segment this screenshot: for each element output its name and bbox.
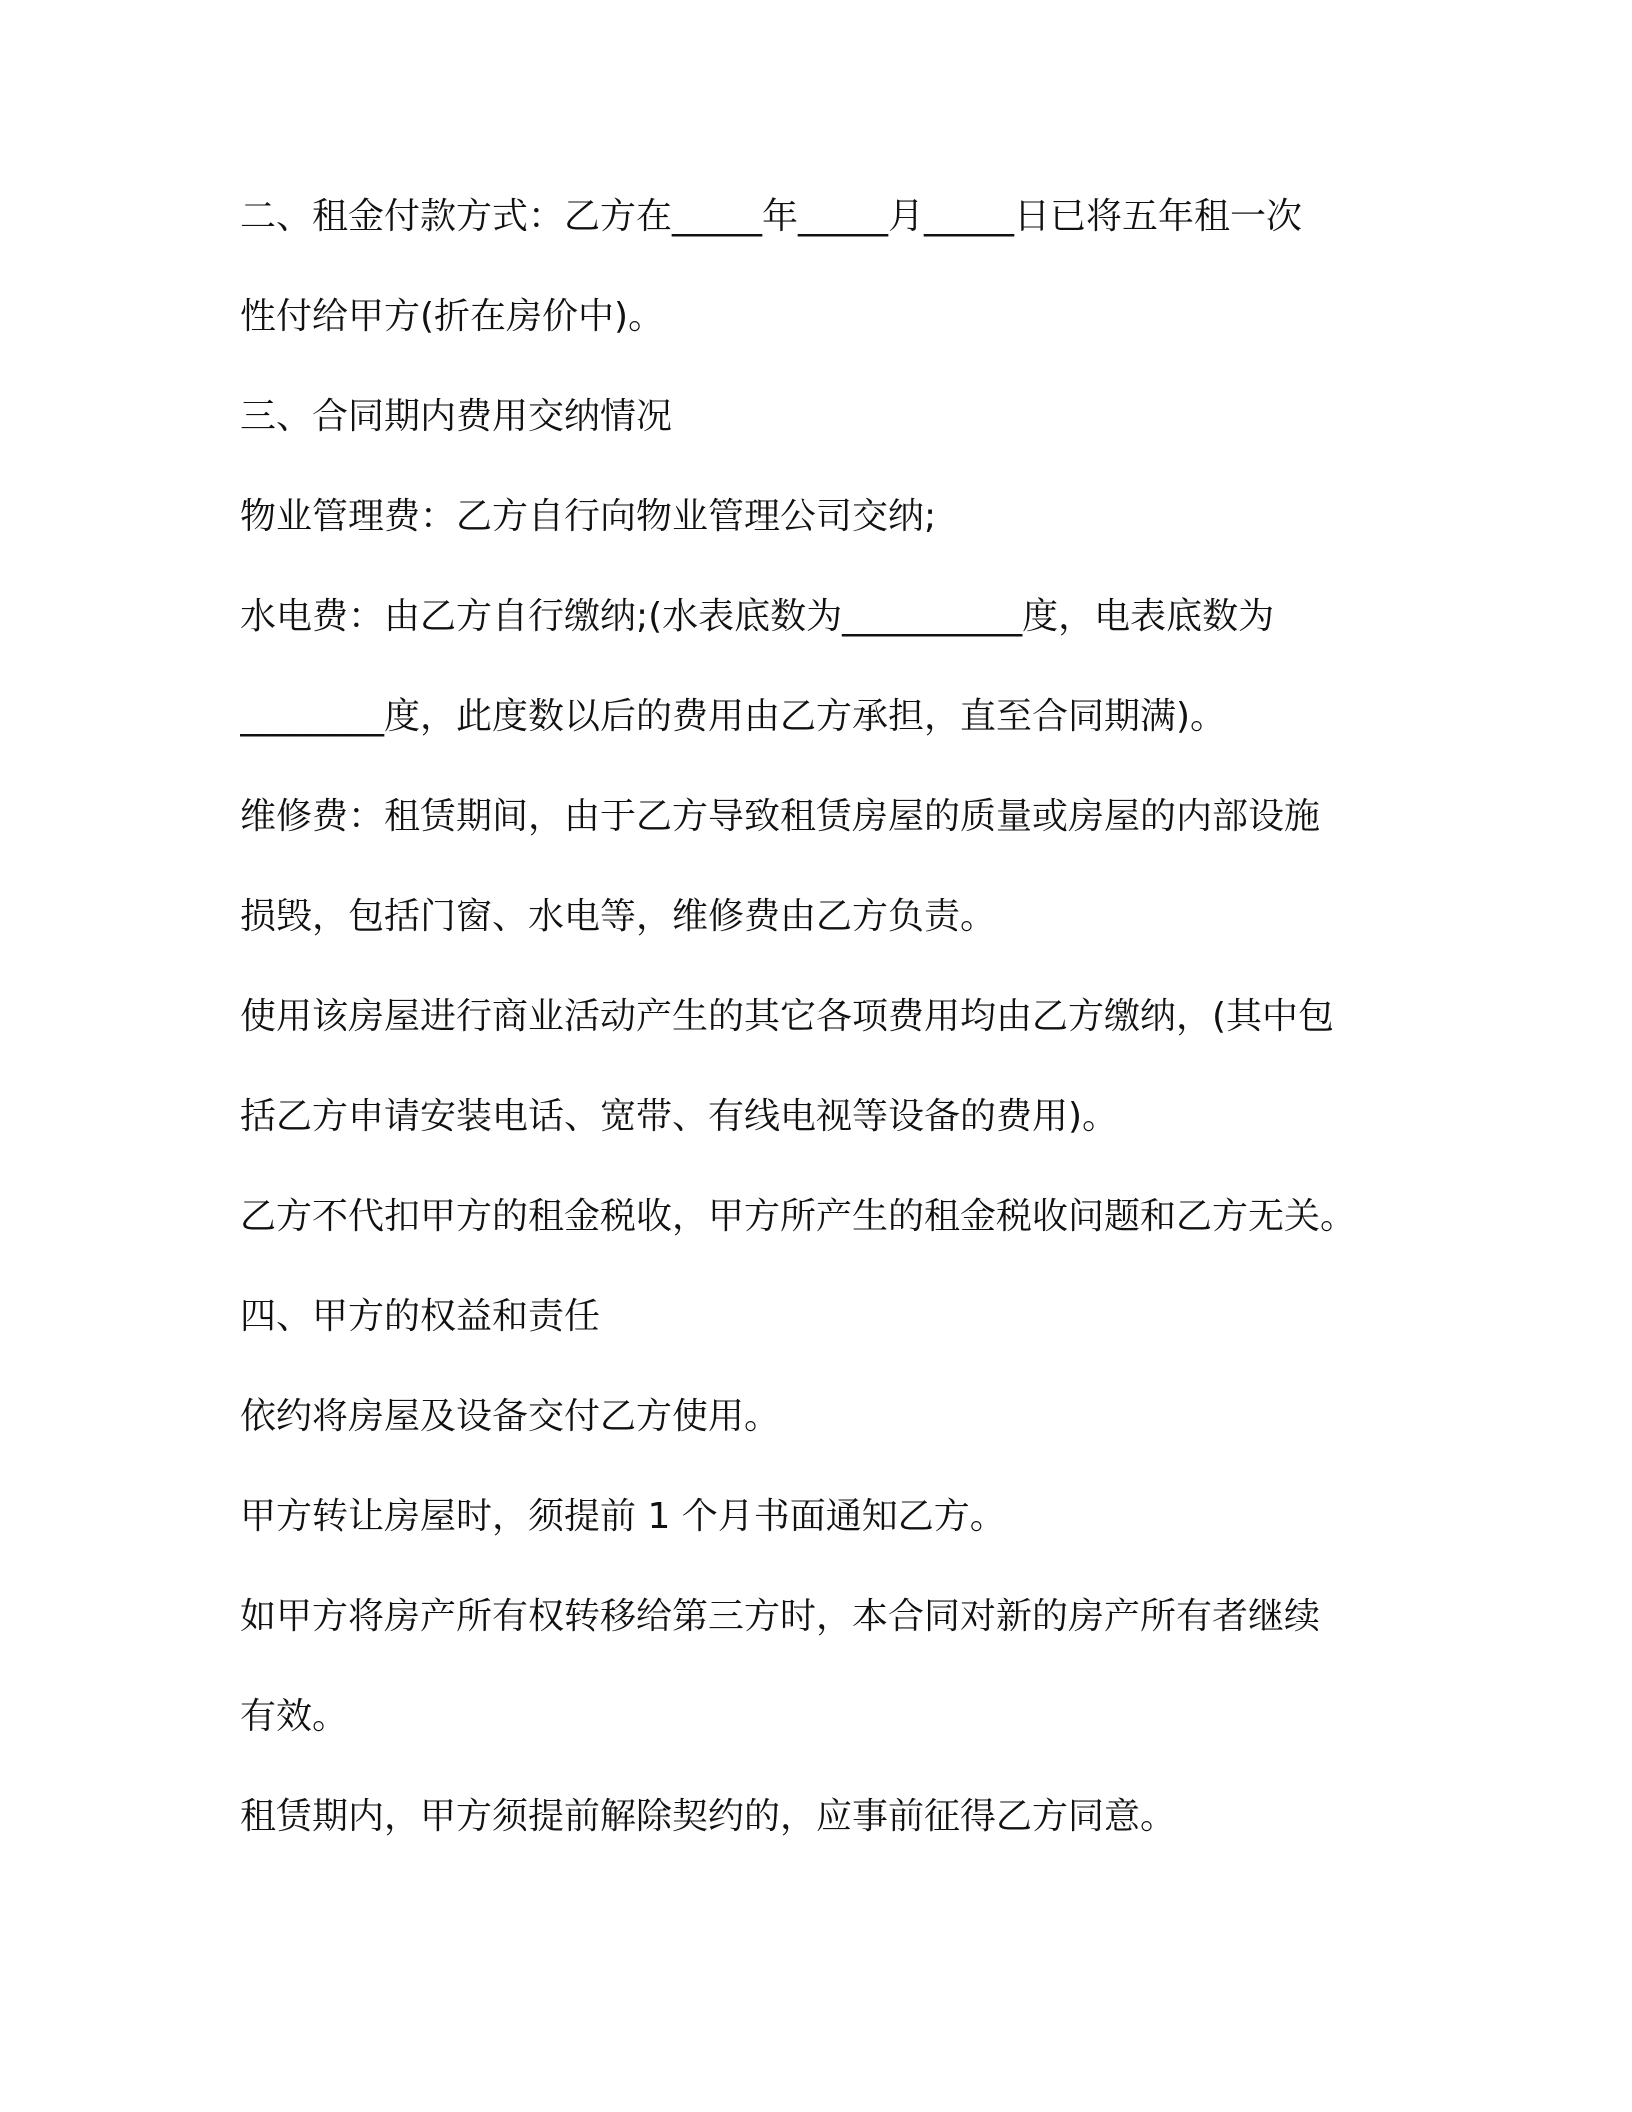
clause-2-rent-payment-line-1: 二、租金付款方式：乙方在_____年_____月_____日已将五年租一次 xyxy=(240,196,1303,237)
ownership-transfer-line-2: 有效。 xyxy=(240,1696,349,1737)
repair-fee-line-2: 损毁，包括门窗、水电等，维修费由乙方负责。 xyxy=(240,896,997,937)
clause-3-heading: 三、合同期内费用交纳情况 xyxy=(240,396,673,437)
clause-2-rent-payment-line-2: 性付给甲方(折在房价中)。 xyxy=(240,296,665,337)
tax-line: 乙方不代扣甲方的租金税收，甲方所产生的租金税收问题和乙方无关。 xyxy=(240,1196,1357,1237)
utilities-fee-line-1: 水电费：由乙方自行缴纳;(水表底数为__________度，电表底数为 xyxy=(240,596,1275,637)
handover-line: 依约将房屋及设备交付乙方使用。 xyxy=(240,1396,781,1437)
commercial-fees-line-2: 括乙方申请安装电话、宽带、有线电视等设备的费用)。 xyxy=(240,1096,1119,1137)
utilities-fee-line-2: ________度，此度数以后的费用由乙方承担，直至合同期满)。 xyxy=(240,696,1227,737)
property-fee-line: 物业管理费：乙方自行向物业管理公司交纳; xyxy=(240,496,937,537)
ownership-transfer-line-1: 如甲方将房产所有权转移给第三方时，本合同对新的房产所有者继续 xyxy=(240,1596,1321,1637)
early-termination-line: 租赁期内，甲方须提前解除契约的，应事前征得乙方同意。 xyxy=(240,1796,1177,1837)
commercial-fees-line-1: 使用该房屋进行商业活动产生的其它各项费用均由乙方缴纳，(其中包 xyxy=(240,996,1335,1037)
clause-4-heading: 四、甲方的权益和责任 xyxy=(240,1296,601,1337)
repair-fee-line-1: 维修费：租赁期间，由于乙方导致租赁房屋的质量或房屋的内部设施 xyxy=(240,796,1321,837)
transfer-notice-line: 甲方转让房屋时，须提前 1 个月书面通知乙方。 xyxy=(240,1496,1006,1537)
